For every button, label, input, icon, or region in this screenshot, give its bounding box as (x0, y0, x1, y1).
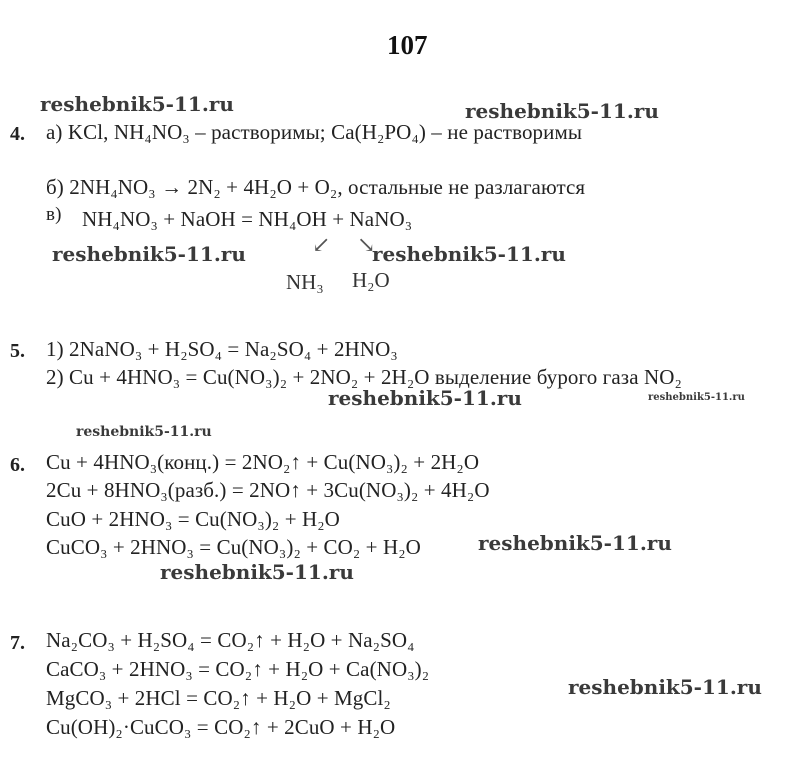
down-arrow-icon: ↙ (312, 232, 331, 257)
watermark: reshebnik5-11.ru (372, 242, 566, 266)
watermark: reshebnik5-11.ru (76, 424, 212, 440)
problem-number: 7. (10, 632, 25, 654)
answer-label: в) (46, 204, 62, 225)
answer-line: CuO + 2HNO₃ = Cu(NO₃)₂ + H₂O (46, 507, 340, 531)
watermark: reshebnik5-11.ru (160, 560, 354, 584)
answer-line: 2) Cu + 4HNO₃ = Cu(NO₃)₂ + 2NO₂ + 2H₂O выделение бурого газа NO₂ (46, 365, 682, 389)
watermark: reshebnik5-11.ru (40, 92, 234, 116)
answer-line: CuCO₃ + 2HNO₃ = Cu(NO₃)₂ + CO₂ + H₂O (46, 535, 421, 559)
answer-line: NH₄NO₃ + NaOH = NH₄OH + NaNO₃ (82, 207, 413, 231)
answer-line: MgCO₃ + 2HCl = CO₂↑ + H₂O + MgCl₂ (46, 686, 391, 710)
answer-line: а) KCl, NH₄NO₃ – растворимы; Ca(H₂PO₄) – не растворимы (46, 120, 583, 144)
watermark: reshebnik5-11.ru (648, 392, 745, 403)
problem-number: 6. (10, 454, 25, 476)
product-formula: NH₃ (286, 270, 324, 294)
watermark: reshebnik5-11.ru (465, 99, 659, 123)
watermark: reshebnik5-11.ru (478, 531, 672, 555)
answer-line: Na₂CO₃ + H₂SO₄ = CO₂↑ + H₂O + Na₂SO₄ (46, 628, 415, 652)
answer-line: CaCO₃ + 2HNO₃ = CO₂↑ + H₂O + Ca(NO₃)₂ (46, 657, 430, 681)
watermark: reshebnik5-11.ru (328, 386, 522, 410)
down-arrow-icon: ↘ (357, 232, 376, 257)
watermark: reshebnik5-11.ru (568, 675, 762, 699)
answer-line: Cu + 4HNO₃(конц.) = 2NO₂↑ + Cu(NO₃)₂ + 2H₂O (46, 450, 480, 474)
page-number: 107 (387, 30, 428, 60)
answer-line: 2Cu + 8HNO₃(разб.) = 2NO↑ + 3Cu(NO₃)₂ + 4H₂O (46, 478, 490, 502)
watermark: reshebnik5-11.ru (52, 242, 246, 266)
answer-line: б) 2NH₄NO₃ → 2N₂ + 4H₂O + O₂, остальные не разлагаются (46, 175, 586, 199)
problem-number: 5. (10, 340, 25, 362)
answer-line: 1) 2NaNO₃ + H₂SO₄ = Na₂SO₄ + 2HNO₃ (46, 337, 398, 361)
product-formula: H₂O (352, 268, 390, 292)
problem-number: 4. (10, 123, 25, 145)
answer-line: Cu(OH)₂·CuCO₃ = CO₂↑ + 2CuO + H₂O (46, 715, 396, 739)
